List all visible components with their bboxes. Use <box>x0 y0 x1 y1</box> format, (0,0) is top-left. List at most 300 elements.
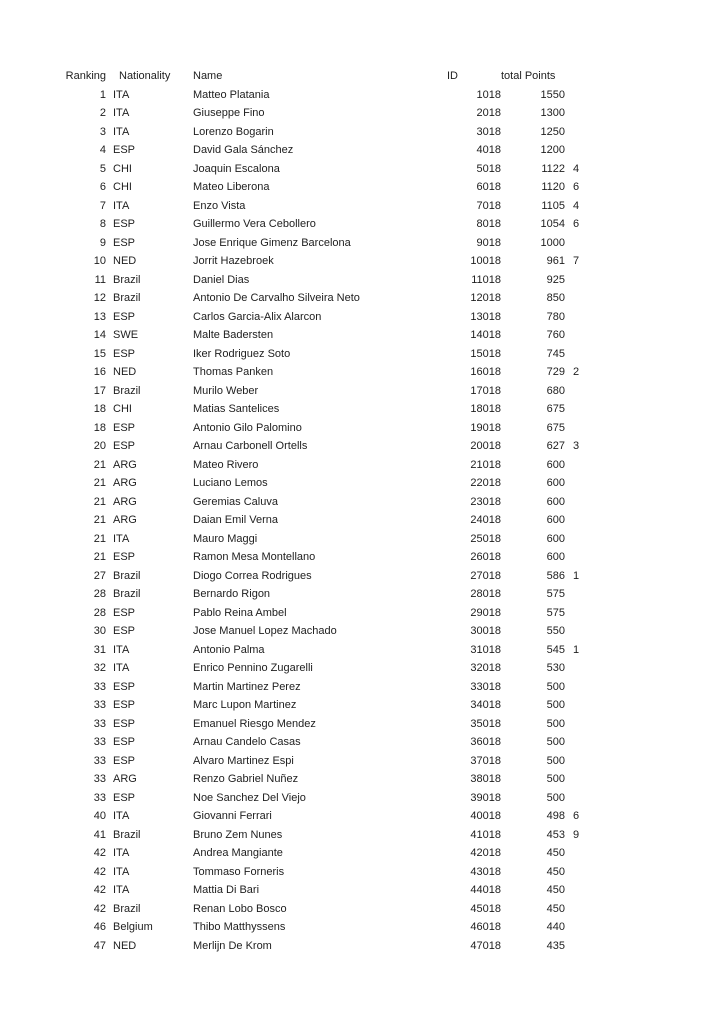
cell-total-points: 675 <box>546 403 565 415</box>
cell-tiebreak <box>565 530 591 549</box>
cell-nationality: ITA <box>113 810 130 822</box>
cell-ranking: 9 <box>99 236 106 249</box>
cell-total-points: 545 <box>546 643 565 656</box>
cell-id: 33018 <box>470 680 501 693</box>
cell-nationality: ESP <box>113 421 136 434</box>
cell-total-points: 586 <box>546 569 565 582</box>
cell-total-points: 1250 <box>540 125 565 138</box>
table-row <box>65 141 591 160</box>
cell-nationality: ITA <box>113 199 130 212</box>
cell-ranking: 42 <box>93 902 106 915</box>
table-row <box>65 678 591 697</box>
cell-tiebreak <box>565 789 591 808</box>
cell-nationality: NED <box>113 939 137 952</box>
cell-name: Lorenzo Bogarin <box>193 125 274 138</box>
cell-name: Noe Sanchez Del Viejo <box>193 791 306 804</box>
cell-nationality: CHI <box>113 403 132 415</box>
cell-name: Merlijn De Krom <box>193 939 272 952</box>
cell-id: 6018 <box>476 181 501 193</box>
cell-total-points: 729 <box>546 366 565 378</box>
column-header-nationality: Nationality <box>119 70 171 82</box>
cell-ranking: 18 <box>93 421 106 434</box>
table-row <box>65 548 591 567</box>
table-row <box>65 641 591 660</box>
cell-total-points: 500 <box>546 680 565 693</box>
table-row <box>65 604 591 623</box>
cell-total-points: 1000 <box>540 236 565 249</box>
cell-total-points: 575 <box>546 588 565 600</box>
cell-nationality: ITA <box>113 865 130 878</box>
cell-tiebreak <box>565 715 591 734</box>
cell-tiebreak <box>565 419 591 438</box>
cell-ranking: 14 <box>93 329 106 341</box>
cell-nationality: ESP <box>113 551 136 563</box>
cell-nationality: ESP <box>113 144 136 156</box>
cell-name: Thomas Panken <box>193 366 274 378</box>
table-row <box>65 937 591 956</box>
cell-name: Iker Rodriguez Soto <box>193 347 291 360</box>
cell-id: 3018 <box>476 125 501 138</box>
cell-tiebreak: 6 <box>573 218 580 230</box>
table-row <box>65 104 591 123</box>
cell-ranking: 21 <box>93 495 106 508</box>
cell-tiebreak <box>565 104 591 123</box>
cell-id: 43018 <box>470 865 501 878</box>
table-row <box>65 622 591 641</box>
table-row <box>65 382 591 401</box>
cell-ranking: 33 <box>93 717 106 730</box>
cell-id: 4018 <box>476 144 501 156</box>
cell-tiebreak <box>565 678 591 697</box>
table-row <box>65 752 591 771</box>
cell-name: Murilo Weber <box>193 384 259 397</box>
cell-nationality: ITA <box>113 884 130 896</box>
cell-tiebreak: 1 <box>573 643 580 656</box>
cell-name: Luciano Lemos <box>193 477 268 489</box>
cell-id: 24018 <box>470 514 501 526</box>
table-row <box>65 863 591 882</box>
table-row <box>65 271 591 290</box>
cell-tiebreak <box>565 141 591 160</box>
cell-name: Diogo Correa Rodrigues <box>193 569 312 582</box>
cell-ranking: 33 <box>93 791 106 804</box>
table-row <box>65 308 591 327</box>
cell-ranking: 28 <box>93 606 106 619</box>
cell-ranking: 2 <box>99 107 106 119</box>
cell-ranking: 6 <box>99 181 106 193</box>
cell-name: Emanuel Riesgo Mendez <box>193 717 316 730</box>
cell-ranking: 21 <box>93 477 106 489</box>
cell-id: 40018 <box>470 810 501 822</box>
cell-nationality: ITA <box>113 532 130 545</box>
cell-id: 27018 <box>470 569 501 582</box>
cell-name: Malte Badersten <box>193 329 274 341</box>
cell-total-points: 745 <box>546 347 565 360</box>
cell-nationality: Brazil <box>113 569 141 582</box>
cell-ranking: 46 <box>93 921 106 933</box>
table-row <box>65 585 591 604</box>
table-row <box>65 234 591 253</box>
cell-ranking: 18 <box>93 403 106 415</box>
cell-name: Mattia Di Bari <box>193 884 260 896</box>
cell-tiebreak: 6 <box>573 181 580 193</box>
cell-id: 23018 <box>470 495 501 508</box>
cell-total-points: 440 <box>546 921 565 933</box>
cell-tiebreak <box>565 382 591 401</box>
cell-nationality: ESP <box>113 310 136 323</box>
cell-ranking: 7 <box>99 199 106 212</box>
cell-total-points: 450 <box>546 865 565 878</box>
cell-tiebreak: 4 <box>573 199 580 212</box>
cell-tiebreak <box>565 511 591 530</box>
cell-ranking: 31 <box>93 643 106 656</box>
cell-id: 26018 <box>470 551 501 563</box>
cell-total-points: 600 <box>546 477 565 489</box>
table-row <box>65 456 591 475</box>
cell-id: 5018 <box>476 162 501 175</box>
cell-total-points: 600 <box>546 495 565 508</box>
cell-name: Daniel Dias <box>193 273 250 286</box>
cell-nationality: ESP <box>113 347 136 360</box>
cell-ranking: 42 <box>93 865 106 878</box>
cell-name: Geremias Caluva <box>193 495 278 508</box>
cell-ranking: 27 <box>93 569 106 582</box>
cell-name: Enzo Vista <box>193 199 246 212</box>
cell-ranking: 16 <box>93 366 106 378</box>
ranking-table <box>65 67 591 955</box>
table-row <box>65 363 591 382</box>
cell-tiebreak <box>565 456 591 475</box>
cell-tiebreak: 4 <box>573 162 580 175</box>
table-row <box>65 326 591 345</box>
table-row <box>65 400 591 419</box>
cell-tiebreak <box>565 493 591 512</box>
table-row <box>65 289 591 308</box>
cell-id: 1018 <box>476 88 501 101</box>
cell-total-points: 500 <box>546 754 565 767</box>
cell-tiebreak <box>565 474 591 493</box>
cell-total-points: 530 <box>546 662 565 674</box>
cell-total-points: 600 <box>546 514 565 526</box>
cell-id: 18018 <box>470 403 501 415</box>
cell-total-points: 780 <box>546 310 565 323</box>
table-header-row <box>65 67 591 86</box>
cell-name: Thibo Matthyssens <box>193 921 286 933</box>
cell-ranking: 47 <box>93 939 106 952</box>
cell-name: Mateo Rivero <box>193 458 259 471</box>
cell-tiebreak <box>565 604 591 623</box>
cell-name: Jose Enrique Gimenz Barcelona <box>193 236 351 249</box>
cell-ranking: 33 <box>93 754 106 767</box>
cell-ranking: 33 <box>93 680 106 693</box>
cell-tiebreak <box>565 234 591 253</box>
cell-ranking: 21 <box>93 514 106 526</box>
table-row <box>65 123 591 142</box>
cell-ranking: 21 <box>93 458 106 471</box>
cell-tiebreak <box>565 844 591 863</box>
cell-name: Joaquin Escalona <box>193 162 280 175</box>
cell-name: Bernardo Rigon <box>193 588 271 600</box>
cell-tiebreak <box>565 659 591 678</box>
cell-name: Daian Emil Verna <box>193 514 278 526</box>
table-row <box>65 918 591 937</box>
cell-nationality: SWE <box>113 329 139 341</box>
table-row <box>65 530 591 549</box>
cell-id: 31018 <box>470 643 501 656</box>
cell-nationality: Brazil <box>113 828 141 841</box>
cell-nationality: ESP <box>113 717 136 730</box>
cell-name: Arnau Candelo Casas <box>193 736 301 748</box>
cell-id: 45018 <box>470 902 501 915</box>
cell-id: 19018 <box>470 421 501 434</box>
cell-nationality: ARG <box>113 514 137 526</box>
cell-nationality: ESP <box>113 218 136 230</box>
table-row <box>65 733 591 752</box>
cell-name: Arnau Carbonell Ortells <box>193 440 308 452</box>
cell-id: 38018 <box>470 773 501 785</box>
cell-ranking: 33 <box>93 699 106 711</box>
cell-ranking: 8 <box>99 218 106 230</box>
cell-ranking: 21 <box>93 532 106 545</box>
cell-name: Mateo Liberona <box>193 181 270 193</box>
cell-total-points: 1120 <box>541 181 565 193</box>
cell-tiebreak <box>565 696 591 715</box>
cell-nationality: Brazil <box>113 292 141 304</box>
cell-ranking: 41 <box>93 828 106 841</box>
table-row <box>65 567 591 586</box>
table-row <box>65 252 591 271</box>
cell-tiebreak: 3 <box>573 440 580 452</box>
cell-nationality: ARG <box>113 477 137 489</box>
table-row <box>65 86 591 105</box>
cell-total-points: 925 <box>546 273 565 286</box>
table-row <box>65 900 591 919</box>
table-row <box>65 197 591 216</box>
cell-id: 2018 <box>476 107 501 119</box>
table-row <box>65 345 591 364</box>
cell-name: Antonio Palma <box>193 643 265 656</box>
cell-id: 32018 <box>470 662 501 674</box>
cell-nationality: Brazil <box>113 384 141 397</box>
table-row <box>65 770 591 789</box>
cell-id: 35018 <box>470 717 501 730</box>
table-row <box>65 419 591 438</box>
table-row <box>65 437 591 456</box>
cell-tiebreak <box>565 271 591 290</box>
cell-ranking: 13 <box>93 310 106 323</box>
cell-tiebreak <box>565 937 591 956</box>
cell-ranking: 5 <box>99 162 106 175</box>
cell-total-points: 680 <box>546 384 565 397</box>
cell-id: 39018 <box>470 791 501 804</box>
column-header-blank <box>565 67 591 86</box>
table-row <box>65 160 591 179</box>
cell-tiebreak <box>565 289 591 308</box>
cell-tiebreak: 2 <box>573 366 580 378</box>
cell-ranking: 12 <box>93 292 106 304</box>
cell-tiebreak <box>565 770 591 789</box>
cell-total-points: 450 <box>546 884 565 896</box>
cell-id: 15018 <box>470 347 501 360</box>
cell-name: Marc Lupon Martinez <box>193 699 297 711</box>
cell-id: 21018 <box>470 458 501 471</box>
cell-nationality: ITA <box>113 107 130 119</box>
cell-ranking: 1 <box>99 88 106 101</box>
table-row <box>65 881 591 900</box>
table-row <box>65 789 591 808</box>
cell-nationality: ITA <box>113 88 130 101</box>
cell-name: Antonio Gilo Palomino <box>193 421 302 434</box>
cell-ranking: 32 <box>93 662 106 674</box>
cell-name: Renan Lobo Bosco <box>193 902 287 915</box>
cell-id: 9018 <box>476 236 501 249</box>
cell-tiebreak <box>565 752 591 771</box>
cell-total-points: 435 <box>546 939 565 952</box>
cell-ranking: 33 <box>93 736 106 748</box>
cell-id: 25018 <box>470 532 501 545</box>
cell-id: 44018 <box>470 884 501 896</box>
cell-tiebreak <box>565 345 591 364</box>
cell-nationality: CHI <box>113 181 132 193</box>
cell-nationality: ESP <box>113 236 136 249</box>
cell-nationality: ITA <box>113 847 130 859</box>
cell-total-points: 500 <box>546 791 565 804</box>
table-row <box>65 474 591 493</box>
cell-id: 17018 <box>470 384 501 397</box>
cell-nationality: ESP <box>113 440 136 452</box>
table-row <box>65 807 591 826</box>
cell-ranking: 28 <box>93 588 106 600</box>
cell-tiebreak <box>565 123 591 142</box>
cell-id: 28018 <box>470 588 501 600</box>
cell-nationality: NED <box>113 255 137 267</box>
cell-id: 10018 <box>470 255 501 267</box>
cell-ranking: 21 <box>93 551 106 563</box>
cell-name: Renzo Gabriel Nuñez <box>193 773 299 785</box>
cell-total-points: 600 <box>546 458 565 471</box>
cell-nationality: ITA <box>113 643 130 656</box>
cell-total-points: 453 <box>546 828 565 841</box>
cell-nationality: ESP <box>113 736 136 748</box>
cell-id: 14018 <box>470 329 501 341</box>
cell-nationality: ARG <box>113 458 137 471</box>
cell-total-points: 500 <box>546 699 565 711</box>
cell-ranking: 30 <box>93 625 106 637</box>
cell-name: Matias Santelices <box>193 403 280 415</box>
cell-ranking: 10 <box>93 255 106 267</box>
cell-name: Guillermo Vera Cebollero <box>193 218 316 230</box>
cell-id: 34018 <box>470 699 501 711</box>
cell-tiebreak <box>565 400 591 419</box>
cell-id: 13018 <box>470 310 501 323</box>
cell-tiebreak: 1 <box>573 569 580 582</box>
cell-tiebreak <box>565 733 591 752</box>
cell-nationality: ESP <box>113 625 136 637</box>
cell-total-points: 1054 <box>540 218 565 230</box>
cell-name: Ramon Mesa Montellano <box>193 551 316 563</box>
cell-id: 11018 <box>471 273 501 286</box>
cell-tiebreak <box>565 622 591 641</box>
cell-total-points: 760 <box>546 329 565 341</box>
cell-name: Carlos Garcia-Alix Alarcon <box>193 310 322 323</box>
cell-total-points: 1300 <box>540 107 565 119</box>
cell-id: 37018 <box>470 754 501 767</box>
cell-total-points: 575 <box>546 606 565 619</box>
cell-name: Andrea Mangiante <box>193 847 283 859</box>
cell-id: 22018 <box>470 477 501 489</box>
cell-tiebreak <box>565 326 591 345</box>
table-row <box>65 659 591 678</box>
column-header-id: ID <box>447 70 458 82</box>
cell-name: Alvaro Martinez Espi <box>193 754 294 767</box>
cell-name: Jose Manuel Lopez Machado <box>193 625 337 637</box>
cell-nationality: Belgium <box>113 921 153 933</box>
cell-tiebreak <box>565 585 591 604</box>
cell-name: Martin Martinez Perez <box>193 680 301 693</box>
cell-name: David Gala Sánchez <box>193 144 294 156</box>
cell-total-points: 500 <box>546 736 565 748</box>
table-row <box>65 715 591 734</box>
cell-tiebreak <box>565 918 591 937</box>
cell-id: 36018 <box>470 736 501 748</box>
cell-nationality: ESP <box>113 680 136 693</box>
cell-total-points: 1105 <box>541 199 565 212</box>
cell-name: Giovanni Ferrari <box>193 810 272 822</box>
cell-ranking: 4 <box>99 144 106 156</box>
cell-ranking: 3 <box>99 125 106 138</box>
cell-tiebreak: 9 <box>573 828 580 841</box>
cell-id: 41018 <box>470 828 501 841</box>
cell-tiebreak <box>565 863 591 882</box>
cell-tiebreak: 6 <box>573 810 580 822</box>
cell-name: Jorrit Hazebroek <box>193 255 274 267</box>
cell-nationality: ITA <box>113 125 130 138</box>
cell-nationality: ESP <box>113 699 136 711</box>
cell-tiebreak: 7 <box>573 255 580 267</box>
cell-tiebreak <box>565 900 591 919</box>
cell-id: 8018 <box>476 218 501 230</box>
table-body <box>65 86 591 956</box>
cell-ranking: 11 <box>94 273 106 286</box>
cell-ranking: 42 <box>93 847 106 859</box>
cell-total-points: 498 <box>546 810 565 822</box>
cell-total-points: 450 <box>546 902 565 915</box>
cell-ranking: 17 <box>93 384 106 397</box>
table-row <box>65 178 591 197</box>
cell-total-points: 1200 <box>540 144 565 156</box>
cell-total-points: 500 <box>546 717 565 730</box>
table-row <box>65 215 591 234</box>
cell-id: 29018 <box>470 606 501 619</box>
cell-id: 42018 <box>470 847 501 859</box>
table-row <box>65 511 591 530</box>
cell-tiebreak <box>565 308 591 327</box>
cell-total-points: 961 <box>546 255 565 267</box>
cell-ranking: 40 <box>93 810 106 822</box>
cell-total-points: 500 <box>546 773 565 785</box>
cell-ranking: 20 <box>93 440 106 452</box>
cell-total-points: 600 <box>546 532 565 545</box>
cell-tiebreak <box>565 881 591 900</box>
cell-name: Giuseppe Fino <box>193 107 265 119</box>
cell-nationality: ARG <box>113 773 137 785</box>
cell-total-points: 450 <box>546 847 565 859</box>
table-row <box>65 696 591 715</box>
table-row <box>65 826 591 845</box>
cell-total-points: 600 <box>546 551 565 563</box>
cell-name: Pablo Reina Ambel <box>193 606 287 619</box>
column-header-name: Name <box>193 70 223 82</box>
